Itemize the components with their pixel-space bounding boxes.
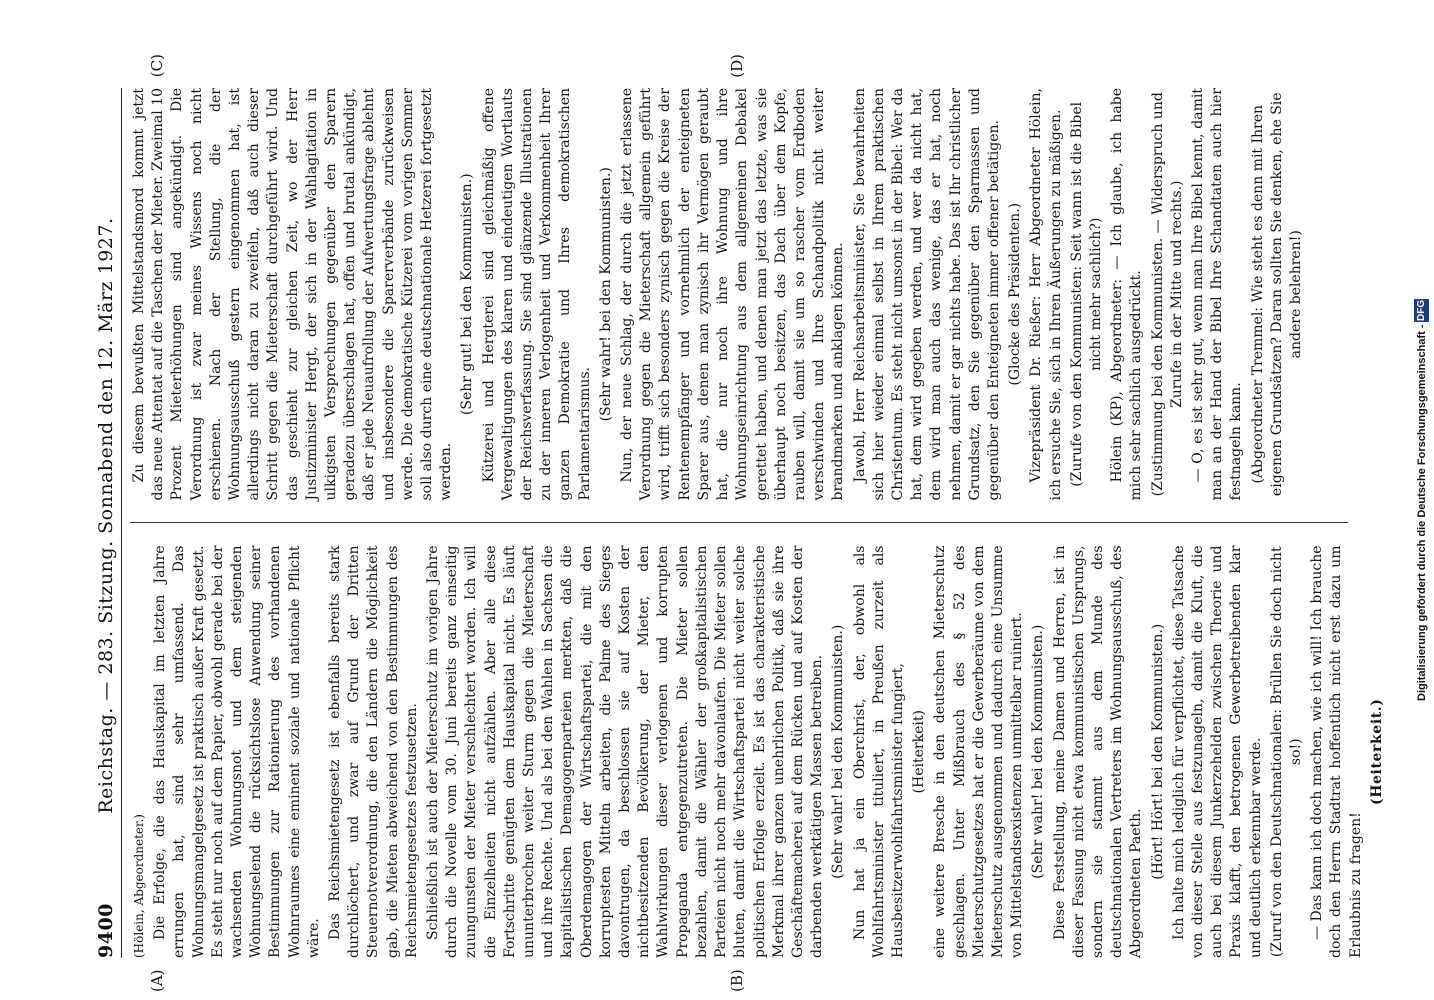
page-number: 9400 <box>95 903 117 958</box>
paragraph: Zu diesem bewußten Mittelstandsmord kommt jetzt das neue Attentat auf die Taschen der Mieter. Zweimal 10 Prozent Mieterhöhungen sind angekündigt. Die Verordnung ist zwar meines Wissens noch nicht erschienen. Nach der Stellung, die der Wohnungsausschuß gestern eingenommen hat, ist allerdings nicht daran zu zweifeln, daß auch dieser Schritt gegen die Mieterschaft durchgeführt wird. Und das geschieht zur gleichen Zeit, wo der Herr Justizminister Hergt, der sich in der Wahlagitation in ulkigsten Versprechungen gegenüber den Sparern geradezu überschlagen hat, offen und brutal ankündigt, daß er jede Neuaufrollung der Aufwertungsfrage ablehnt und insbesondere die Sparerverbände zurückweisen werde. Die demokratische Kützerei vom vorigen Sommer soll also durch eine deutschnationale Hetzerei fortgesetzt werden. <box>131 88 455 501</box>
margin-marker-d: (D) <box>728 54 746 78</box>
paragraph: Diese Feststellung, meine Damen und Herren, ist in dieser Fassung nicht etwa kommunistischen Ursprungs, sondern sie stammt aus dem Munde des deutschnationalen Vertreters im Wohnungsausschuß, des Abgeordneten Paeth. <box>1051 545 1145 958</box>
paragraph: Ich halte mich lediglich für verpflichtet, diese Tatsache von dieser Stelle aus festzunageln, damit die Kluft, die auch bei diesem Junkerzehelden zwischen Theorie und Praxis klafft, den betrogenen Gewerbetreibenden klar und deutlich erkennbar werde. <box>1170 545 1264 958</box>
running-title: Reichstag. — 283. Sitzung. Sonnabend den 12. März 1927. <box>95 217 117 814</box>
interjection: (Sehr wahr! bei den Kommunisten.) <box>597 167 614 422</box>
page-header <box>88 88 122 958</box>
interjection: (Heiterkeit.) <box>1368 698 1385 806</box>
column-divider <box>130 523 1348 524</box>
interjection: (Abgeordneter Tremmel: Wie steht es denn mit Ihren eigenen Grundsätzen? Daran sollten Sie denken, ehe Sie andere belehren!) <box>1249 92 1304 497</box>
left-column <box>130 545 1385 959</box>
interjection: (Zurufe von den Kommunisten: Seit wann ist die Bibel nicht mehr sachlich?) <box>1068 101 1104 487</box>
dfg-logo: DFG <box>1416 299 1427 321</box>
paragraph: Nun, der neue Schlag, der durch die jetzt erlassene Verordnung gegen die Mieterschaft allgemein geführt wird, trifft sich besonders zynisch gegen die Kreise der Rentenempfänger und vornehmlich der enteigneten Sparer aus, denen man zynisch ihr Vermögen geraubt hat, die nur noch ihre Wohnung und ihre Wohnungseinrichtung aus dem allgemeinen Debakel gerettet haben, und denen man jetzt das letzte, was sie überhaupt noch besitzen, das Dach über dem Kopfe, rauben will, damit sie um so rascher vom Erdboden verschwinden und Ihre Schandpolitik nicht weiter brandmarken und anklagen können. <box>619 88 847 501</box>
paragraph: Kützerei und Hergterei sind gleichmäßig offene Vergewaltigungen des klaren und eindeutigen Wortlauts der Reichsverfassung. Sie sind glänzende Illustrationen zu der inneren Verlogenheit und Verkommenheit Ihrer ganzen Demokratie und Ihres demokratischen Parlamentarismus. <box>480 88 593 501</box>
digitization-note <box>1414 8 1432 992</box>
interjection: (Zustimmung bei den Kommunisten. — Widerspruch und Zurufe in der Mitte und rechts.) <box>1149 92 1185 497</box>
paragraph: Die Erfolge, die das Hauskapital im letzten Jahre errungen hat, sind sehr umfassend. Das Wohnungsmangelgesetz ist praktisch außer Kraft gesetzt. Es steht nur noch auf dem Papier, obwohl gerade bei der wachsenden Wohnungsnot und dem steigenden Wohnungselend die rücksichtslose Anwendung seiner Bestimmungen zur Rationierung des vorhandenen Wohnraumes eine eminent soziale und nationale Pflicht wäre. <box>152 545 322 958</box>
paragraph: eine weitere Bresche in den deutschen Mieterschutz geschlagen. Unter Mißbrauch des § 52 des Mieterschutzgesetzes hat er die Gewerberäume von dem Mieterschutz ausgenommen und dadurch eine Unsumme von Mittelstandsexistenzen unmittelbar ruiniert. <box>932 545 1026 958</box>
paragraph: Hölein (KP), Abgeordneter: — Ich glaube, ich habe mich sehr sachlich ausgedrückt. <box>1109 88 1145 501</box>
interjection: (Sehr gut! bei den Kommunisten.) <box>459 173 476 416</box>
interjection: (Hört! Hört! bei den Kommunisten.) <box>1149 623 1166 880</box>
interjection: (Sehr wahr! bei den Kommunisten.) <box>1030 624 1047 879</box>
margin-marker-b: (B) <box>728 969 746 992</box>
paragraph: — O, es ist sehr gut, wenn man Ihre Bibel kennt, damit man an der Hand der Bibel Ihre Schandtaten auch hier festnageln kann. <box>1189 88 1245 501</box>
paragraph: Vizepräsident Dr. Rießer: Herr Abgeordneter Hölein, ich ersuche Sie, sich in Ihren Äußerungen zu mäßigen. <box>1028 88 1064 501</box>
speaker-lead: (Hölein, Abgeordneter.) <box>132 814 146 958</box>
paragraph: Nun hat ja ein Oberchrist, der, obwohl als Wohlfahrtsminister tituliert, in Preußen zurzeit als Hausbesitzerwohlfahrtsminister fungiert, <box>851 545 906 958</box>
paragraph: Schließlich ist auch der Mieterschutz im vorigen Jahre durch die Novelle vom 30. Juni bereits ganz einseitig zuungunsten der Mieter verschlechtert worden. Ich will die Einzelheiten nicht aufzählen. Aber alle diese Fortschritte genügten dem Hauskapital nicht. Es läuft ununterbrochen weiter Sturm gegen die Mieterschaft und ihre Rechte. Und als bei den Wahlen in Sachsen die kapitalistischen Demagogenparteien merkten, daß die Oberdemagogen der Wirtschaftspartei, die mit den korruptesten Mitteln arbeiten, die Palme des Sieges davontrugen, da beschlossen sie auf Kosten der nichtbesitzenden Bevölkerung, der Mieter, den Wahlwirkungen dieser verlogenen und korrupten Propaganda entgegenzutreten. Die Mieter sollen bezahlen, damit die Wähler der großkapitalistischen Parteien nicht noch mehr davonlaufen. Die Mieter sollen bluten, damit die Wirtschaftspartei nicht weiter solche politischen Erfolge erzielt. Es ist das charakteristische Merkmal ihrer ganzen unehrlichen Politik, daß sie ihre Geschäftemacherei auf dem Rücken und auf Kosten der darbenden werktätigen Massen betreiben. <box>425 545 826 958</box>
rotated-document-page <box>88 54 1385 992</box>
interjection: (Glocke des Präsidenten.) <box>1007 202 1024 386</box>
interjection: (Zuruf von den Deutschnationalen: Brüllen Sie doch nicht so!) <box>1268 546 1304 958</box>
paragraph: Jawohl, Herr Reichsarbeitsminister, Sie bewahrheiten sich hier wieder einmal selbst in Ihrem praktischen Christentum. Es steht nicht umsonst in der Bibel: Wer da hat, dem wird gegeben werden, und wer da nicht hat, dem wird man auch das wenige, das er hat, noch nehmen, damit er gar nichts habe. Das ist Ihr christlicher Grundsatz, den Sie gegenüber den Sparmassen und gegenüber den Enteigneten immer offener betätigen. <box>851 88 1002 501</box>
margin-marker-a: (A) <box>148 969 166 992</box>
interjection: (Sehr wahr! bei den Kommunisten.) <box>830 624 847 879</box>
text-columns <box>130 88 1385 958</box>
interjection: (Heiterkeit) <box>911 710 928 794</box>
margin-marker-c: (C) <box>148 54 166 78</box>
paragraph: Das Reichsmietengesetz ist ebenfalls bereits stark durchlöchert, und zwar auf Grund der Dritten Steuernotverordnung, die den Ländern die Möglichkeit gab, die Mieten abweichend von den Bestimmungen des Reichsmietengesetzes festzusetzen. <box>327 545 420 958</box>
digitization-text: Digitalisierung gefördert durch die Deutsche Forschungsgemeinschaft - <box>1416 324 1428 702</box>
paragraph: — Das kann ich doch machen, wie ich will! Ich brauche doch den Herrn Stadtrat hoffentlich nicht erst dazu um Erlaubnis zu fragen! <box>1309 545 1364 958</box>
right-column <box>130 88 1348 501</box>
